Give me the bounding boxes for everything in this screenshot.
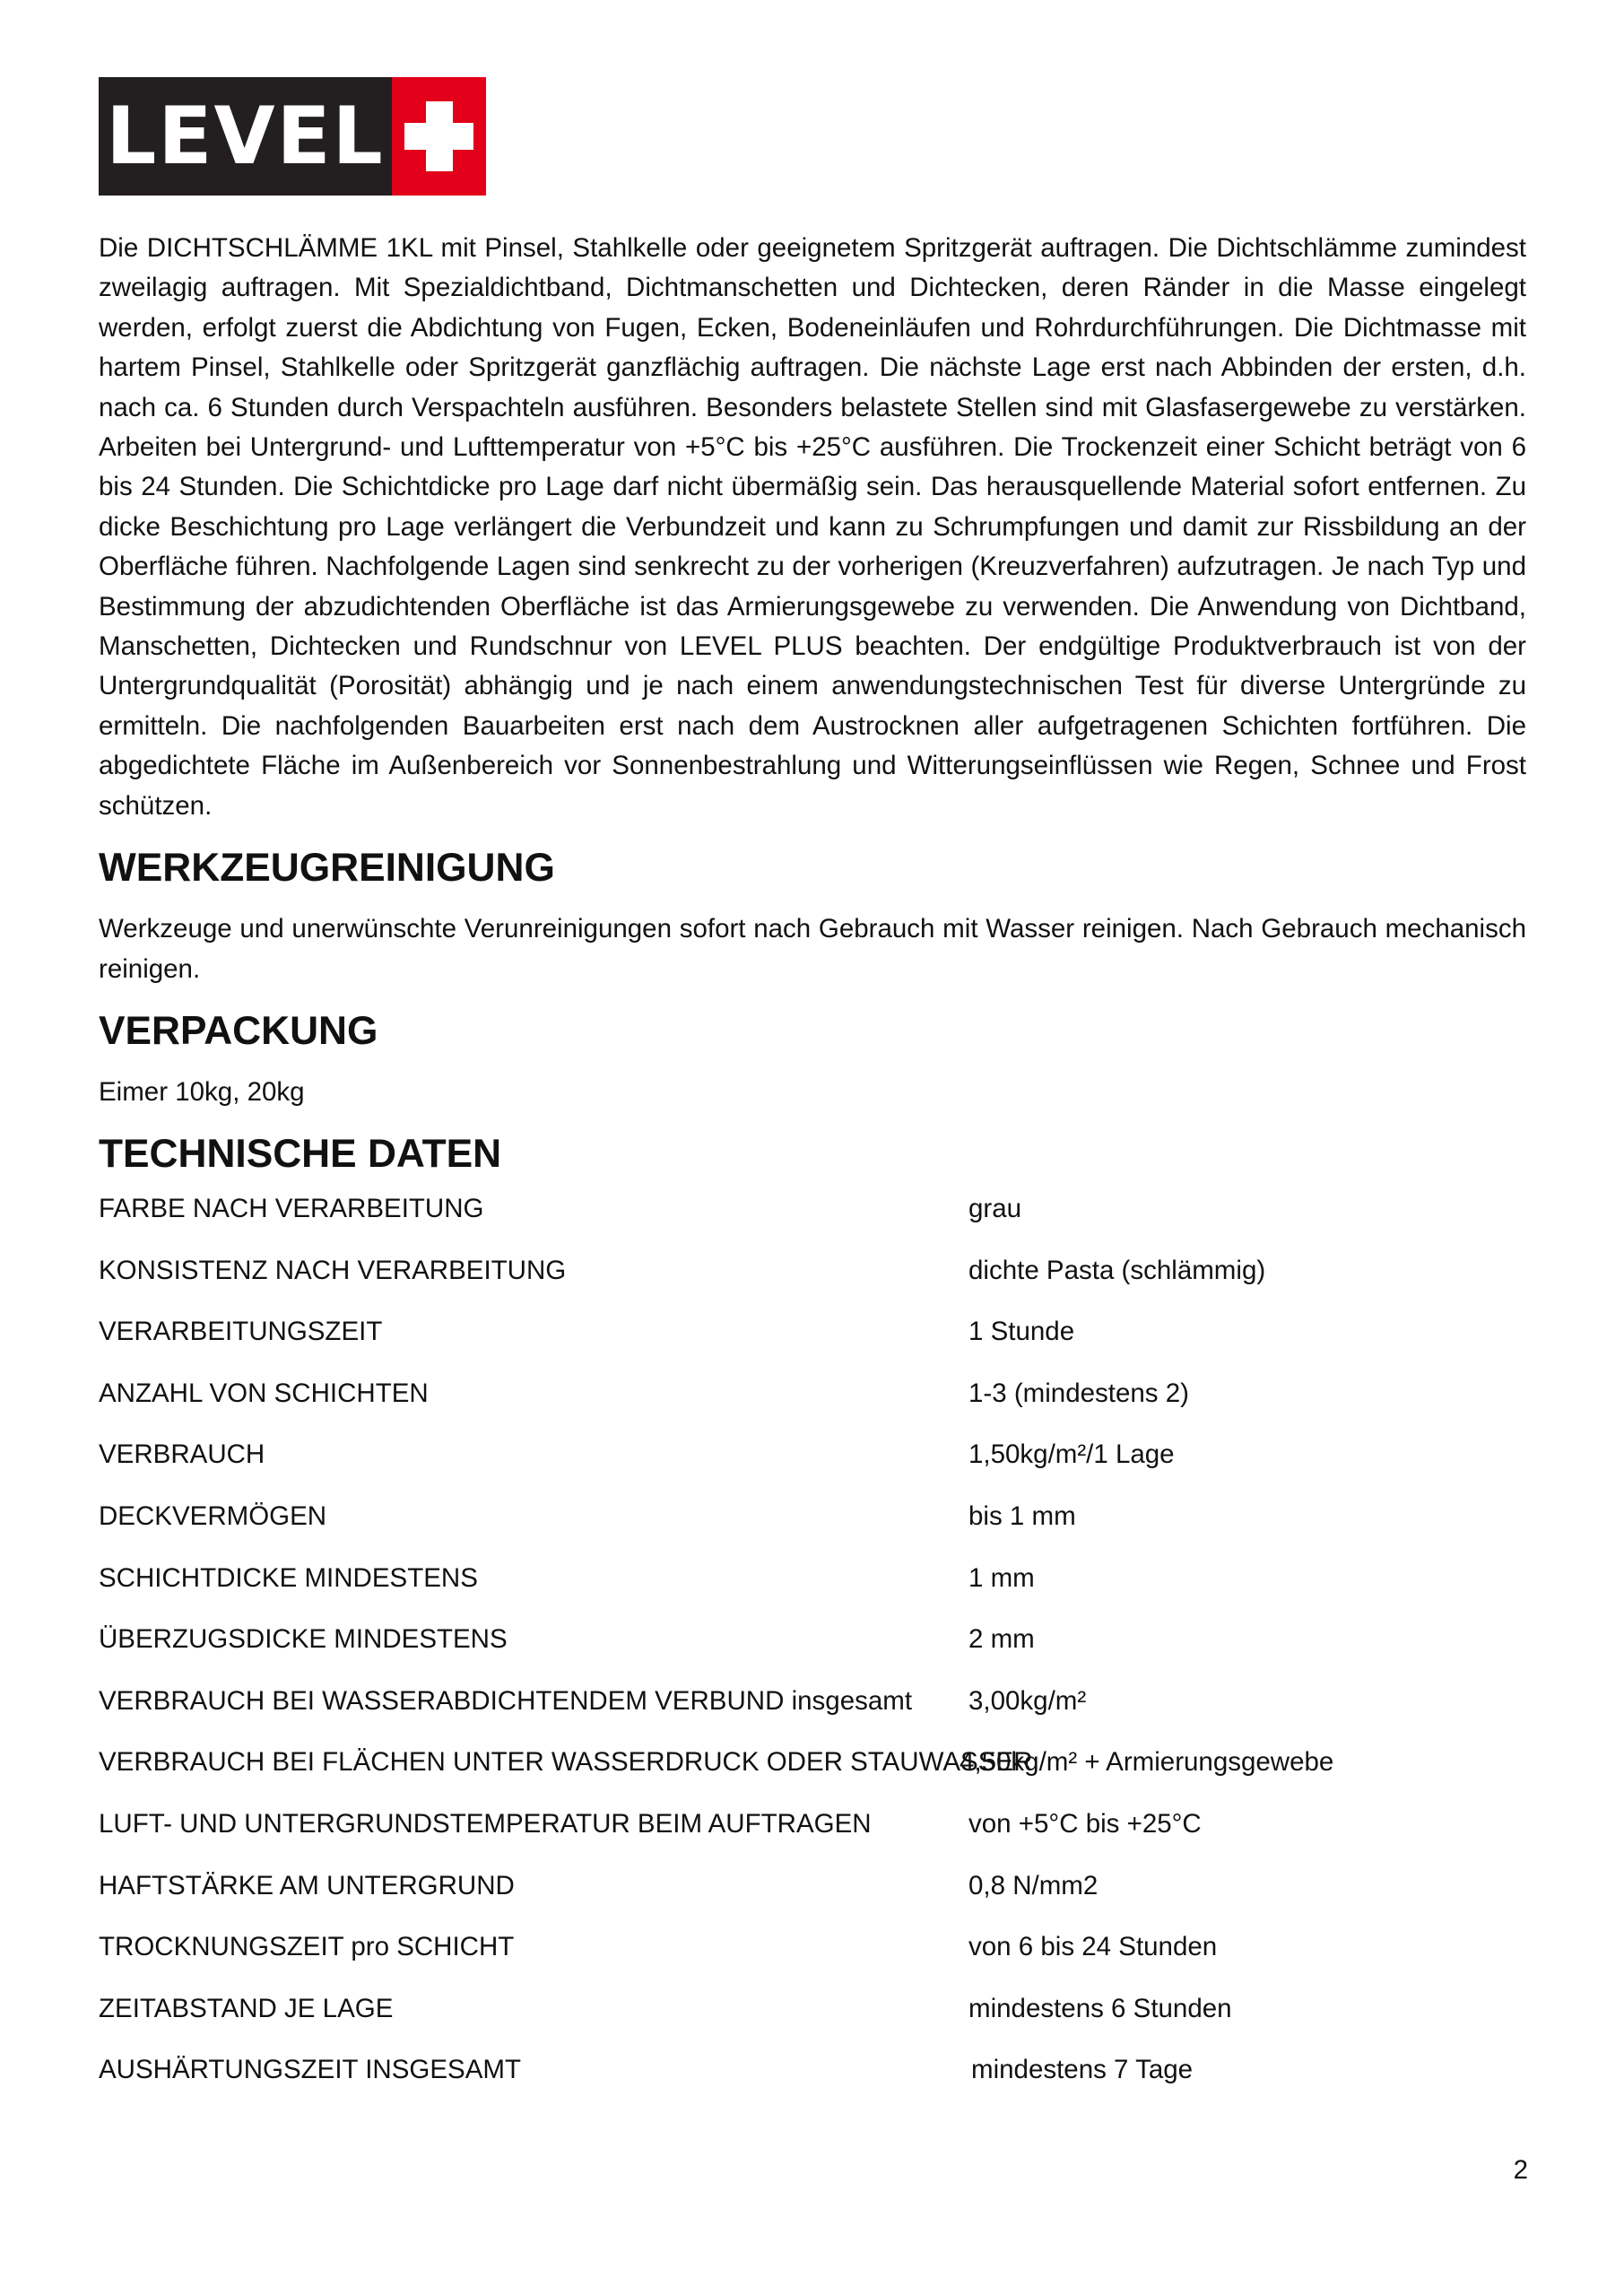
technical-data-value: 0,8 N/mm2 <box>968 1870 1099 1900</box>
technical-data-row <box>99 1620 1526 1682</box>
technical-data-label: HAFTSTÄRKE AM UNTERGRUND <box>99 1870 515 1900</box>
technical-data-row <box>99 1866 1526 1928</box>
main-content <box>99 229 1526 1177</box>
cleaning-heading: WERKZEUGREINIGUNG <box>99 846 555 891</box>
technical-data-label: TROCKNUNGSZEIT pro SCHICHT <box>99 1932 515 1962</box>
technical-data-label: ÜBERZUGSDICKE MINDESTENS <box>99 1624 508 1655</box>
technical-data-label: SCHICHTDICKE MINDESTENS <box>99 1562 478 1593</box>
technical-data-label: KONSISTENZ NACH VERARBEITUNG <box>99 1255 567 1285</box>
technical-data-label: DECKVERMÖGEN <box>99 1500 327 1531</box>
technical-data-value: 1-3 (mindestens 2) <box>968 1378 1189 1408</box>
technical-data-label: VERBRAUCH BEI FLÄCHEN UNTER WASSERDRUCK ODER STAUWASSER <box>99 1747 1033 1778</box>
technical-data-value: mindestens 6 Stunden <box>968 1993 1232 2023</box>
technical-data-value: dichte Pasta (schlämmig) <box>968 1255 1266 1285</box>
technical-data-value: von 6 bis 24 Stunden <box>968 1932 1218 1962</box>
technical-data-label: VERARBEITUNGSZEIT <box>99 1317 383 1347</box>
technical-data-label: FARBE NACH VERARBEITUNG <box>99 1194 484 1223</box>
logo-wordmark-block <box>99 77 392 196</box>
technical-data-row <box>99 1189 1526 1251</box>
intro-paragraph: Die DICHTSCHLÄMME 1KL mit Pinsel, Stahlkelle oder geeignetem Spritzgerät auftragen. Die Dichtschlämme zumindest zweilagig auftragen. Mit Spezialdichtband, Dichtmanschetten und Dichtecken, deren Ränder in die Masse eingelegt werden, erfolgt zuerst die Abdichtung von Fugen, Ecken, Bodeneinläufen und Rohrdurchführungen. Die Dichtmasse mit hartem Pinsel, Stahlkelle oder Spritzgerät ganzflächig auftragen. Die nächste Lage erst nach Abbinden der ersten, d.h. nach ca. 6 Stunden durch Verspachteln ausführen. Besonders belastete Stellen sind mit Glasfasergewebe zu verstärken. Arbeiten bei Untergrund- und Lufttemperatur von +5°C bis +25°C ausführen. Die Trockenzeit einer Schicht beträgt von 6 bis 24 Stunden. Die Schichtdicke pro Lage darf nicht übermäßig sein. Das herausquellende Material sofort entfernen. Zu dicke Beschichtung pro Lage verlängert die Verbundzeit und kann zu Schrumpfungen und damit zur Rissbildung an der Oberfläche führen. Nachfolgende Lagen sind senkrecht zu der vorherigen (Kreuzverfahren) aufzutragen. Je nach Typ und Bestimmung der abzudichtenden Oberfläche ist das Armierungsgewebe zu verwenden. Die Anwendung von Dichtband, Manschetten, Dichtecken und Rundschnur von LEVEL PLUS beachten. Der endgültige Produktverbrauch ist von der Untergrundqualität (Porosität) abhängig und je nach einem anwendungstechnischen Test für diverse Untergründe zu ermitteln. Die nachfolgenden Bauarbeiten erst nach dem Austrocknen aller aufgetragenen Schichten fortführen. Die abgedichtete Fläche im Außenbereich vor Sonnenbestrahlung und Witterungseinflüssen wie Regen, Schnee und Frost schützen. <box>99 233 1526 821</box>
technical-data-row <box>99 1251 1526 1313</box>
technical-data-row <box>99 1927 1526 1989</box>
technical-data-label: AUSHÄRTUNGSZEIT INSGESAMT <box>99 2055 521 2085</box>
technical-data-row <box>99 1435 1526 1497</box>
technical-data-label: ANZAHL VON SCHICHTEN <box>99 1378 429 1408</box>
technical-data-value: 4,50kg/m² + Armierungsgewebe <box>960 1747 1334 1778</box>
technical-data-value: grau <box>968 1194 1022 1223</box>
technical-data-row <box>99 1312 1526 1374</box>
technical-data-value: 1 mm <box>968 1562 1035 1593</box>
technical-data-value: 1 Stunde <box>968 1317 1075 1347</box>
technical-data-heading: TECHNISCHE DATEN <box>99 1132 502 1177</box>
level-plus-logo <box>99 77 486 196</box>
packaging-text: Eimer 10kg, 20kg <box>99 1076 305 1107</box>
technical-data-value: 2 mm <box>968 1624 1035 1655</box>
technical-data-table <box>99 1189 1526 2112</box>
technical-data-row <box>99 1989 1526 2051</box>
page-number: 2 <box>1513 2155 1528 2185</box>
technical-data-value: bis 1 mm <box>968 1500 1076 1531</box>
plus-icon <box>392 77 486 196</box>
technical-data-label: VERBRAUCH <box>99 1439 265 1470</box>
technical-data-row <box>99 1805 1526 1866</box>
technical-data-row <box>99 1559 1526 1621</box>
technical-data-row <box>99 1497 1526 1559</box>
technical-data-label: LUFT- UND UNTERGRUNDSTEMPERATUR BEIM AUFTRAGEN <box>99 1808 872 1839</box>
technical-data-value: mindestens 7 Tage <box>971 2055 1194 2085</box>
logo-wordmark: LEVEL <box>106 90 385 182</box>
technical-data-value: 1,50kg/m²/1 Lage <box>968 1439 1175 1470</box>
plus-icon-vertical-bar <box>426 101 453 171</box>
technical-data-row <box>99 1374 1526 1436</box>
technical-data-label: VERBRAUCH BEI WASSERABDICHTENDEM VERBUND insgesamt <box>99 1685 913 1716</box>
technical-data-value: 3,00kg/m² <box>968 1685 1087 1716</box>
packaging-heading: VERPACKUNG <box>99 1008 378 1053</box>
cleaning-text: Werkzeuge und unerwünschte Verunreinigungen sofort nach Gebrauch mit Wasser reinigen. Nach Gebrauch mechanisch reinigen. <box>99 914 1526 984</box>
technical-data-row <box>99 1743 1526 1805</box>
technical-data-label: ZEITABSTAND JE LAGE <box>99 1993 394 2023</box>
technical-data-value: von +5°C bis +25°C <box>968 1808 1202 1839</box>
technical-data-row <box>99 2050 1526 2112</box>
technical-data-row <box>99 1682 1526 1744</box>
